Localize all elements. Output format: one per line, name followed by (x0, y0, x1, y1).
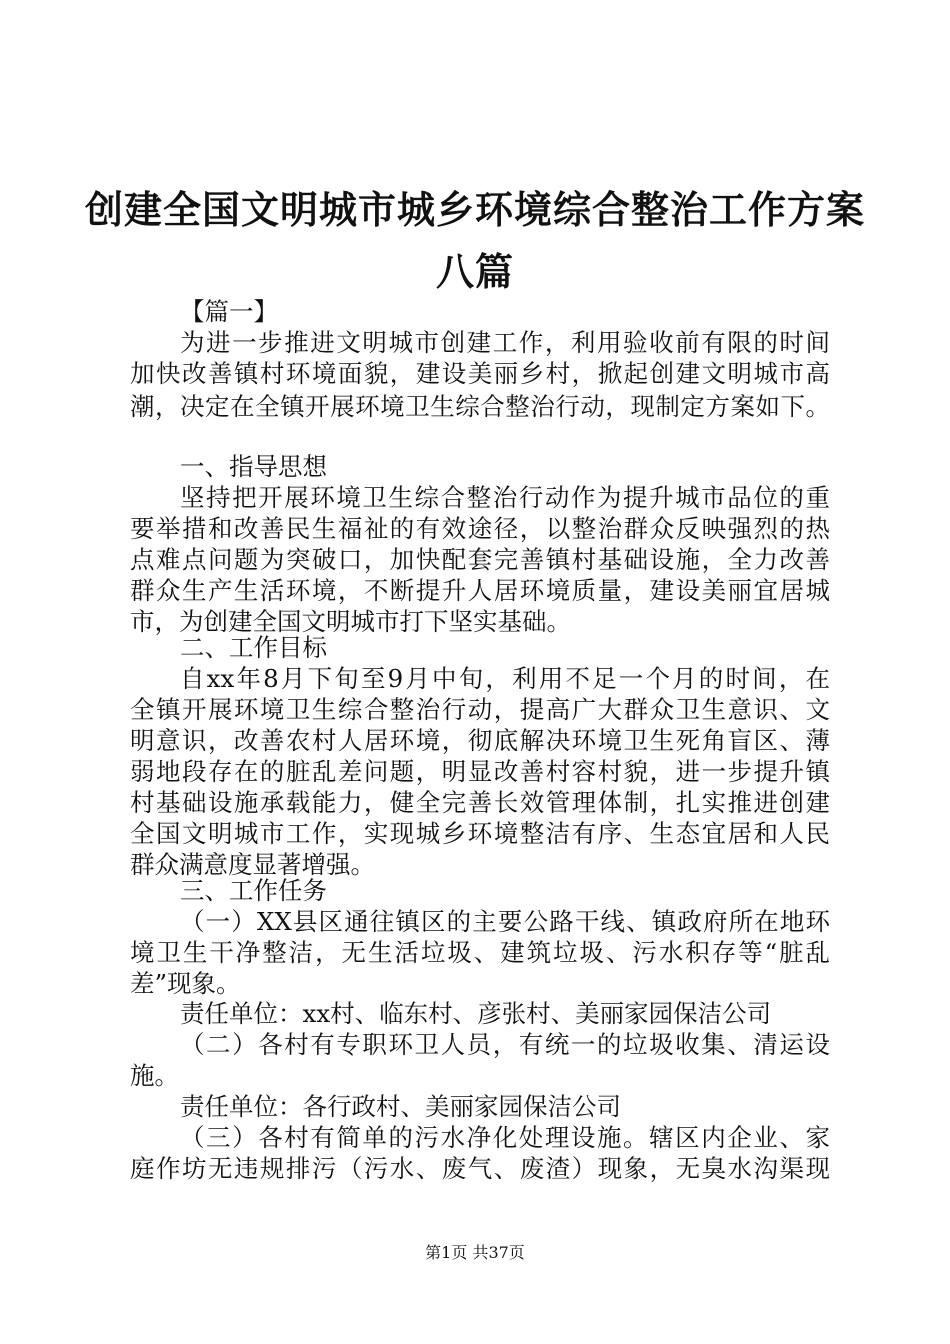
paragraph-line: 差”现象。 (130, 969, 241, 998)
paragraph-line: 潮，决定在全镇开展环境卫生综合整治行动，现制定方案如下。 (130, 392, 830, 421)
paragraph-line: 坚持把开展环境卫生综合整治行动作为提升城市品位的重 (180, 483, 830, 512)
paragraph-line: 为进一步推进文明城市创建工作，利用验收前有限的时间 (180, 328, 830, 357)
paragraph-line: 群众满意度显著增强。 (130, 850, 375, 879)
paragraph-line: 责任单位：xx村、临东村、彦张村、美丽家园保洁公司 (180, 999, 772, 1028)
section-heading: 三、工作任务 (180, 876, 327, 905)
paragraph-line: 市，为创建全国文明城市打下坚实基础。 (130, 607, 571, 636)
paragraph-line: 村基础设施承载能力，健全完善长效管理体制，扎实推进创建 (130, 788, 830, 817)
paragraph-line: 全镇开展环境卫生综合整治行动，提高广大群众卫生意识、文 (130, 695, 830, 724)
document-title-line-1: 创建全国文明城市城乡环境综合整治工作方案 (84, 188, 865, 232)
paragraph-line: 全国文明城市工作，实现城乡环境整洁有序、生态宜居和人民 (130, 819, 830, 848)
paragraph-line: 自xx年8月下旬至9月中旬，利用不足一个月的时间，在 (180, 664, 830, 693)
page-number-footer: 第1页 共37页 (425, 1243, 525, 1262)
paragraph-line: （二）各村有专职环卫人员，有统一的垃圾收集、清运设 (180, 1030, 830, 1059)
section-heading: 二、工作目标 (180, 633, 327, 662)
paragraph-line: 庭作坊无违规排污（污水、废气、废渣）现象，无臭水沟渠现 (130, 1154, 830, 1183)
section-heading: 一、指导思想 (180, 452, 327, 481)
paragraph-line: 明意识，改善农村人居环境，彻底解决环境卫生死角盲区、薄 (130, 726, 830, 755)
document-title-line-2: 八篇 (435, 250, 514, 294)
paragraph-line: 责任单位：各行政村、美丽家园保洁公司 (180, 1092, 621, 1121)
paragraph-line: 施。 (130, 1061, 179, 1090)
paragraph-line: 群众生产生活环境，不断提升人居环境质量，建设美丽宜居城 (130, 576, 830, 605)
paragraph-line: （一）XX县区通往镇区的主要公路干线、镇政府所在地环 (180, 907, 830, 936)
paragraph-line: （三）各村有简单的污水净化处理设施。辖区内企业、家 (180, 1123, 830, 1152)
section-heading: 【篇一】 (180, 297, 278, 326)
paragraph-line: 弱地段存在的脏乱差问题，明显改善村容村貌，进一步提升镇 (130, 757, 830, 786)
paragraph-line: 要举措和改善民生福祉的有效途径，以整治群众反映强烈的热 (130, 514, 830, 543)
paragraph-line: 点难点问题为突破口，加快配套完善镇村基础设施，全力改善 (130, 545, 830, 574)
paragraph-line: 加快改善镇村环境面貌，建设美丽乡村，掀起创建文明城市高 (130, 359, 830, 388)
paragraph-line: 境卫生干净整洁，无生活垃圾、建筑垃圾、污水积存等“脏乱 (130, 938, 830, 967)
